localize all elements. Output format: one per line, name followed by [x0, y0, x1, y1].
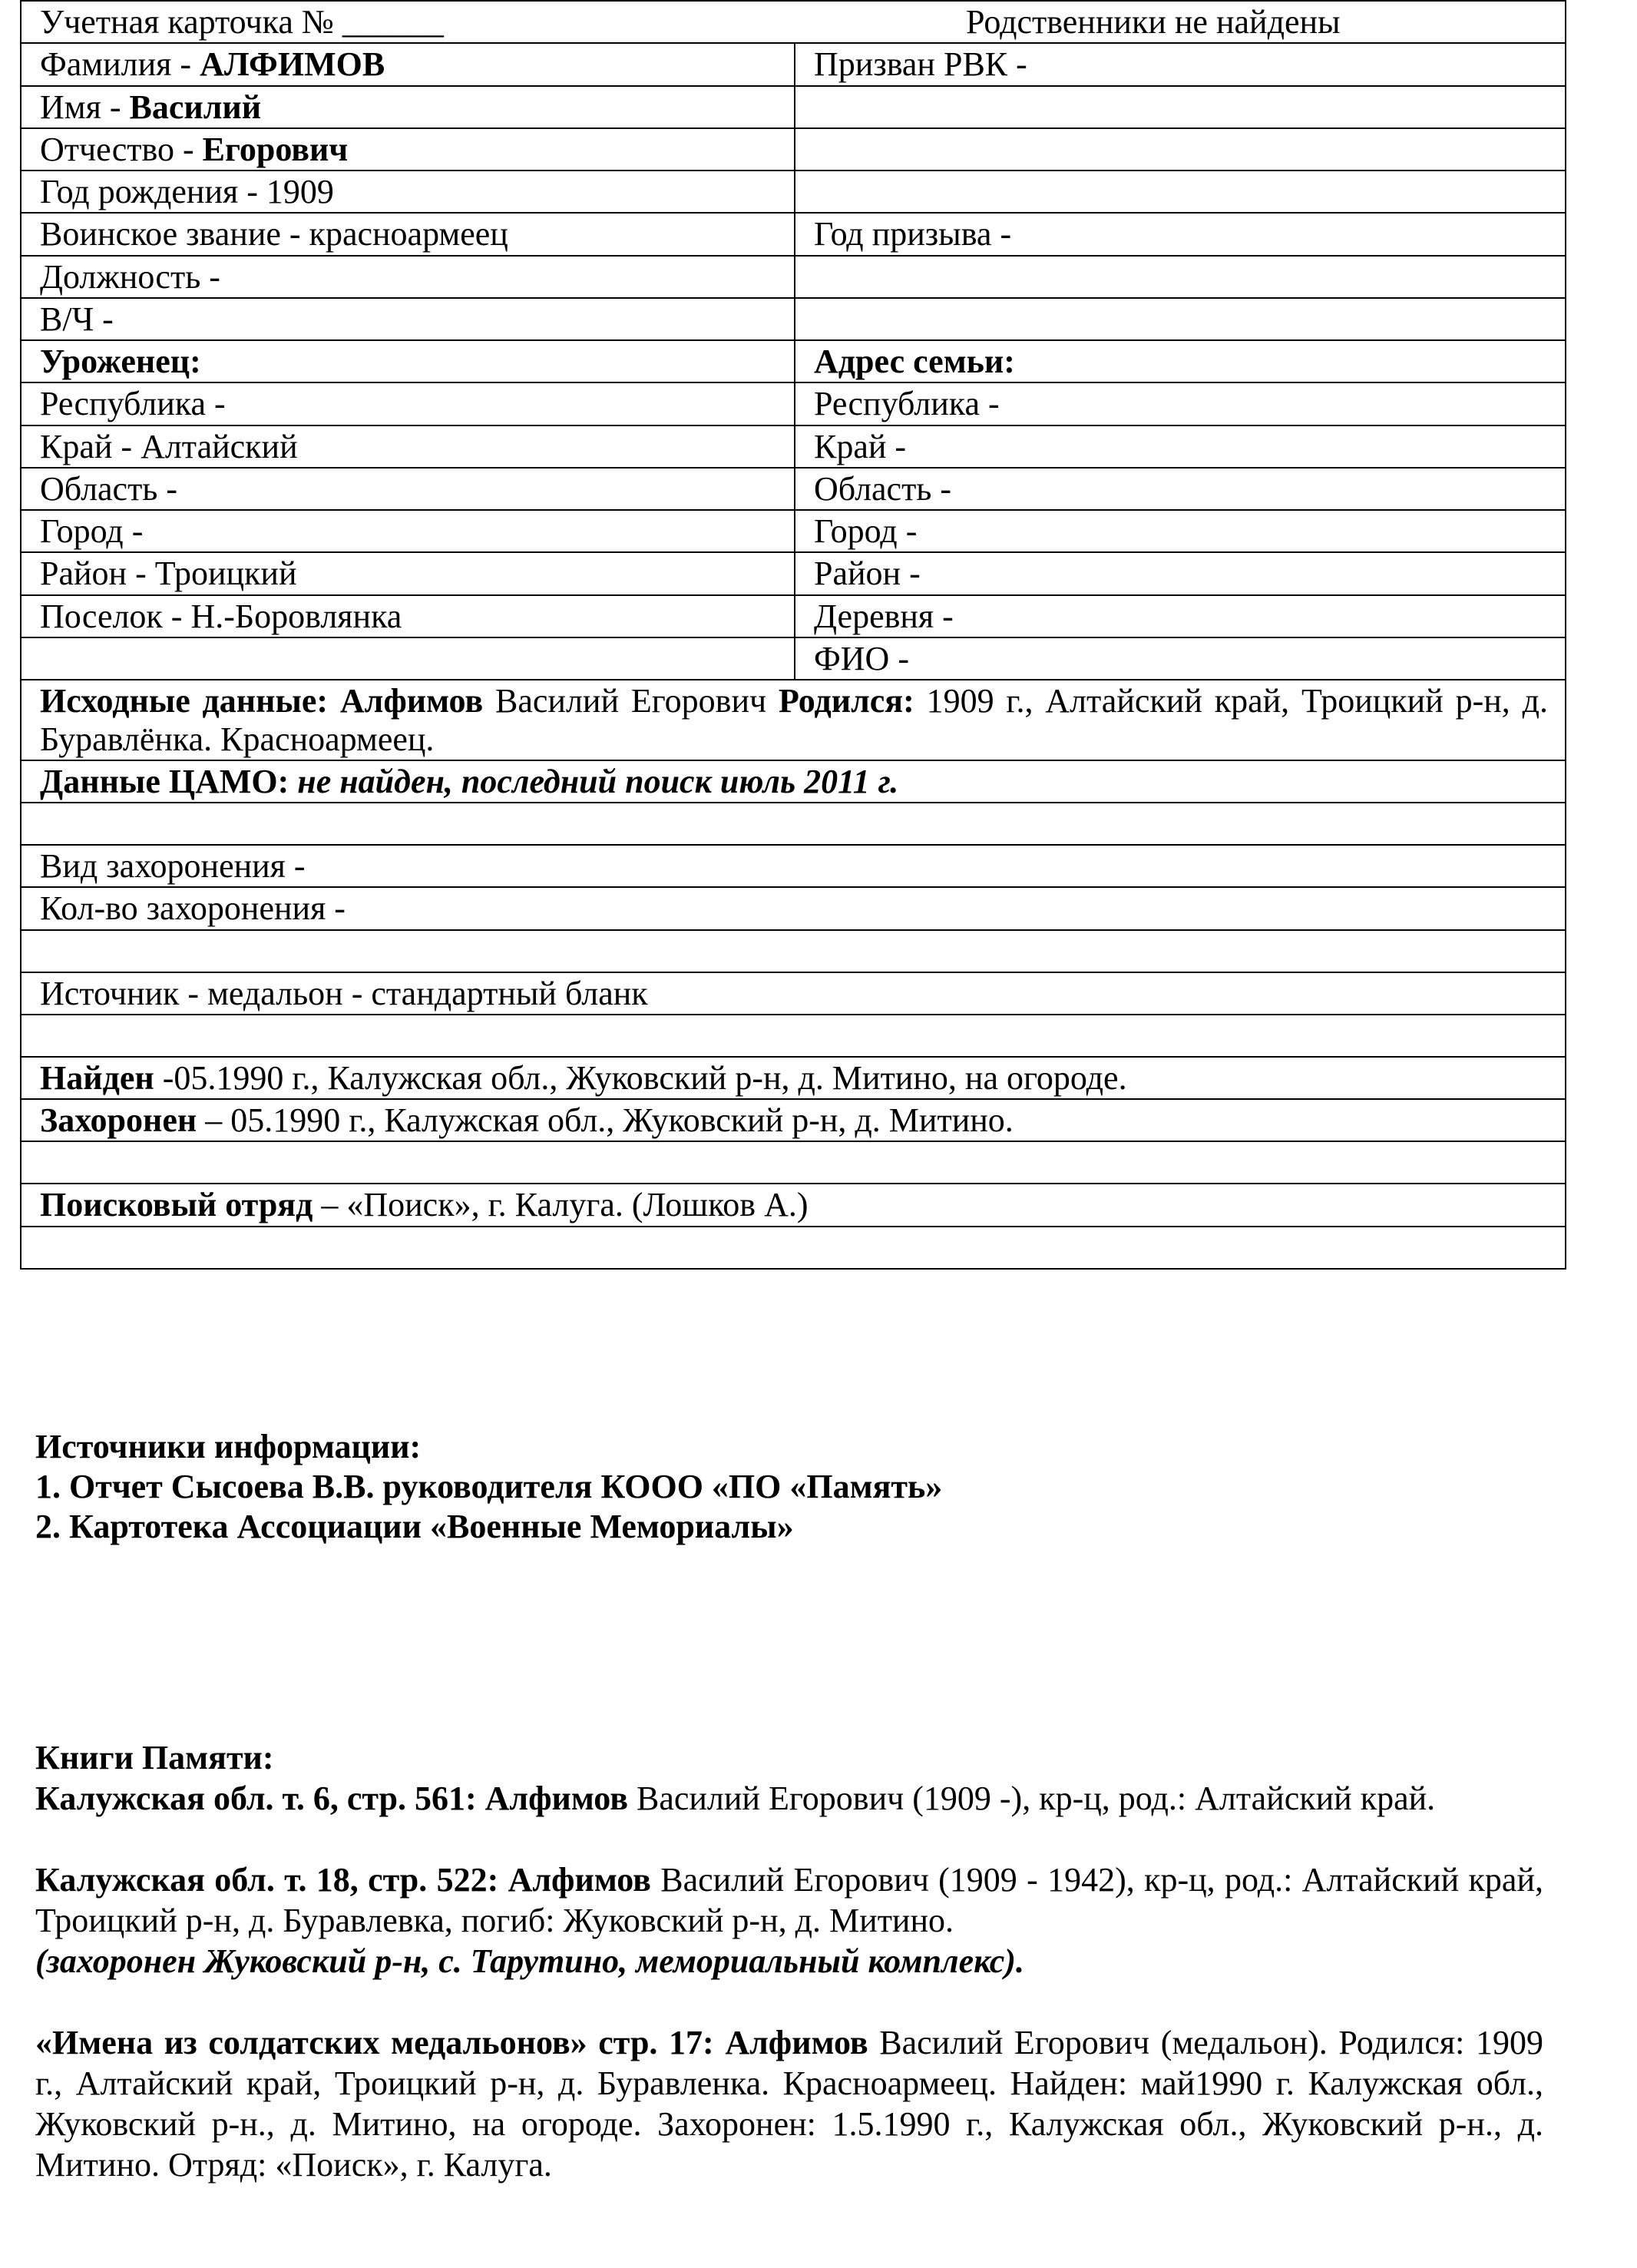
family-village: Деревня -: [795, 595, 1566, 637]
table-row: [21, 298, 1566, 340]
name-value: Василий: [129, 88, 262, 126]
table-row: [21, 803, 1566, 845]
table-row: [21, 1015, 1566, 1057]
memory-book-entry: [35, 1859, 1543, 1982]
record-card-table: [20, 0, 1566, 1270]
table-row: [21, 468, 1566, 510]
entry-reference: Калужская обл. т. 6, стр. 561: Алфимов: [35, 1780, 628, 1817]
memory-book-entry: [35, 2022, 1543, 2185]
card-header-row: [21, 1, 1566, 43]
table-row: [21, 930, 1566, 972]
entry-text: Василий Егорович (1909 - 1942), кр-ц, род.: Алтайский край, Троицкий р-н, д. Буравлевка, погиб: Жуковский р-н, д. Митино.: [35, 1861, 1543, 1939]
native-heading: Уроженец:: [21, 340, 795, 382]
surname-cell: [21, 43, 795, 85]
draft-year-cell: Год призыва -: [795, 213, 1566, 255]
birth-year-cell: Год рождения - 1909: [21, 171, 795, 213]
empty-cell: [21, 803, 1566, 845]
table-row: [21, 43, 1566, 85]
table-row: [21, 425, 1566, 468]
family-oblast: Область -: [795, 468, 1566, 510]
table-row: [21, 760, 1566, 803]
sources-heading: Источники информации:: [35, 1428, 422, 1465]
card-number-label: Учетная карточка № ______: [40, 3, 444, 41]
surname-label: Фамилия -: [40, 45, 200, 84]
table-row: [21, 128, 1566, 171]
buried-cell: [21, 1099, 1566, 1141]
name-cell: [21, 86, 795, 128]
table-row: [21, 637, 1566, 680]
surname-value: АЛФИМОВ: [200, 45, 385, 84]
source-name-rest: Василий Егорович: [483, 682, 779, 720]
family-republic: Республика -: [795, 382, 1566, 425]
entry-reference: Калужская обл. т. 18, стр. 522: Алфимов: [35, 1861, 651, 1899]
native-oblast: Область -: [21, 468, 795, 510]
burial-type-cell: Вид захоронения -: [21, 845, 1566, 887]
table-row: [21, 1227, 1566, 1269]
rank-cell: Воинское звание - красноармеец: [21, 213, 795, 255]
empty-cell: [21, 930, 1566, 972]
drafted-rvk-cell: Призван РВК -: [795, 43, 1566, 85]
found-text: -05.1990 г., Калужская обл., Жуковский р-н, д. Митино, на огороде.: [154, 1058, 1127, 1097]
memory-books-heading: Книги Памяти:: [35, 1739, 274, 1776]
native-republic: Республика -: [21, 382, 795, 425]
search-squad-text: – «Поиск», г. Калуга. (Лошков А.): [313, 1186, 809, 1224]
buried-label: Захоронен: [40, 1101, 197, 1140]
search-squad-cell: [21, 1184, 1566, 1226]
buried-text: – 05.1990 г., Калужская обл., Жуковский р-н, д. Митино.: [197, 1101, 1014, 1140]
found-label: Найден: [40, 1058, 154, 1097]
table-row: [21, 340, 1566, 382]
family-krai: Край -: [795, 425, 1566, 468]
table-row: [21, 86, 1566, 128]
found-cell: [21, 1057, 1566, 1099]
table-row: [21, 552, 1566, 594]
table-row: [21, 256, 1566, 298]
family-address-heading: Адрес семьи:: [795, 340, 1566, 382]
table-row: [21, 680, 1566, 760]
memory-book-entry: [35, 1778, 1543, 1819]
table-row: [21, 845, 1566, 887]
source-surname: Алфимов: [339, 682, 484, 720]
tsamo-value: не найден, последний поиск июль 2011 г.: [297, 762, 899, 800]
memory-books-section: [35, 1737, 1543, 2185]
relatives-status: Родственники не найдены: [966, 3, 1341, 41]
unit-cell: В/Ч -: [21, 298, 795, 340]
position-cell: Должность -: [21, 256, 795, 298]
table-row: [21, 595, 1566, 637]
patronymic-value: Егорович: [202, 130, 349, 168]
search-squad-label: Поисковый отряд: [40, 1186, 313, 1224]
table-row: [21, 510, 1566, 552]
card-header-cell: [21, 1, 1566, 43]
source-data-cell: [21, 680, 1566, 760]
entry-note: (захоронен Жуковский р-н, с. Тарутино, мемориальный комплекс).: [35, 1942, 1024, 1980]
table-row: [21, 1141, 1566, 1184]
medallion-source-cell: Источник - медальон - стандартный бланк: [21, 972, 1566, 1015]
patronymic-cell: [21, 128, 795, 171]
family-fio: ФИО -: [795, 637, 1566, 680]
patronymic-label: Отчество -: [40, 130, 203, 168]
native-krai: Край - Алтайский: [21, 425, 795, 468]
table-row: [21, 1099, 1566, 1141]
table-row: [21, 213, 1566, 255]
source-data-label: Исходные данные:: [40, 682, 329, 720]
native-settlement: Поселок - Н.-Боровлянка: [21, 595, 795, 637]
information-sources: [35, 1427, 1563, 1547]
family-city: Город -: [795, 510, 1566, 552]
empty-cell: [795, 298, 1566, 340]
tsamo-cell: [21, 760, 1566, 803]
family-district: Район -: [795, 552, 1566, 594]
empty-cell: [795, 256, 1566, 298]
name-label: Имя -: [40, 88, 130, 126]
empty-cell: [21, 1015, 1566, 1057]
empty-cell: [795, 86, 1566, 128]
empty-cell: [21, 1141, 1566, 1184]
entry-reference: «Имена из солдатских медальонов» стр. 17: Алфимов: [35, 2024, 868, 2061]
source-item: 1. Отчет Сысоева В.В. руководителя КООО «ПО «Память»: [35, 1468, 943, 1505]
entry-text: Василий Егорович (медальон). Родился: 1909 г., Алтайский край, Троицкий р-н, д. Буравленка. Красноармеец. Найден: май1990 г. Калужская обл., Жуковский р-н., д. Митино, на огороде. Захоронен: 1.5.1990 г., Калужская обл., Жуковский р-н., д. Митино. Отряд: «Поиск», г. Калуга.: [35, 2024, 1543, 2184]
source-item: 2. Картотека Ассоциации «Военные Мемориалы»: [35, 1508, 794, 1545]
entry-text: Василий Егорович (1909 -), кр-ц, род.: Алтайский край.: [627, 1780, 1436, 1817]
table-row: [21, 972, 1566, 1015]
table-row: [21, 1184, 1566, 1226]
native-district: Район - Троицкий: [21, 552, 795, 594]
empty-cell: [795, 128, 1566, 171]
table-row: [21, 171, 1566, 213]
burial-count-cell: Кол-во захоронения -: [21, 887, 1566, 929]
native-city: Город -: [21, 510, 795, 552]
table-row: [21, 382, 1566, 425]
tsamo-label: Данные ЦАМО:: [40, 762, 289, 800]
empty-cell: [21, 1227, 1566, 1269]
source-text: 1909 г., Алтайский край, Троицкий р-н, д. Буравлёнка. Красноармеец.: [40, 682, 1548, 758]
table-row: [21, 887, 1566, 929]
source-born-label: Родился:: [778, 682, 914, 720]
empty-cell: [795, 171, 1566, 213]
empty-cell: [21, 637, 795, 680]
table-row: [21, 1057, 1566, 1099]
